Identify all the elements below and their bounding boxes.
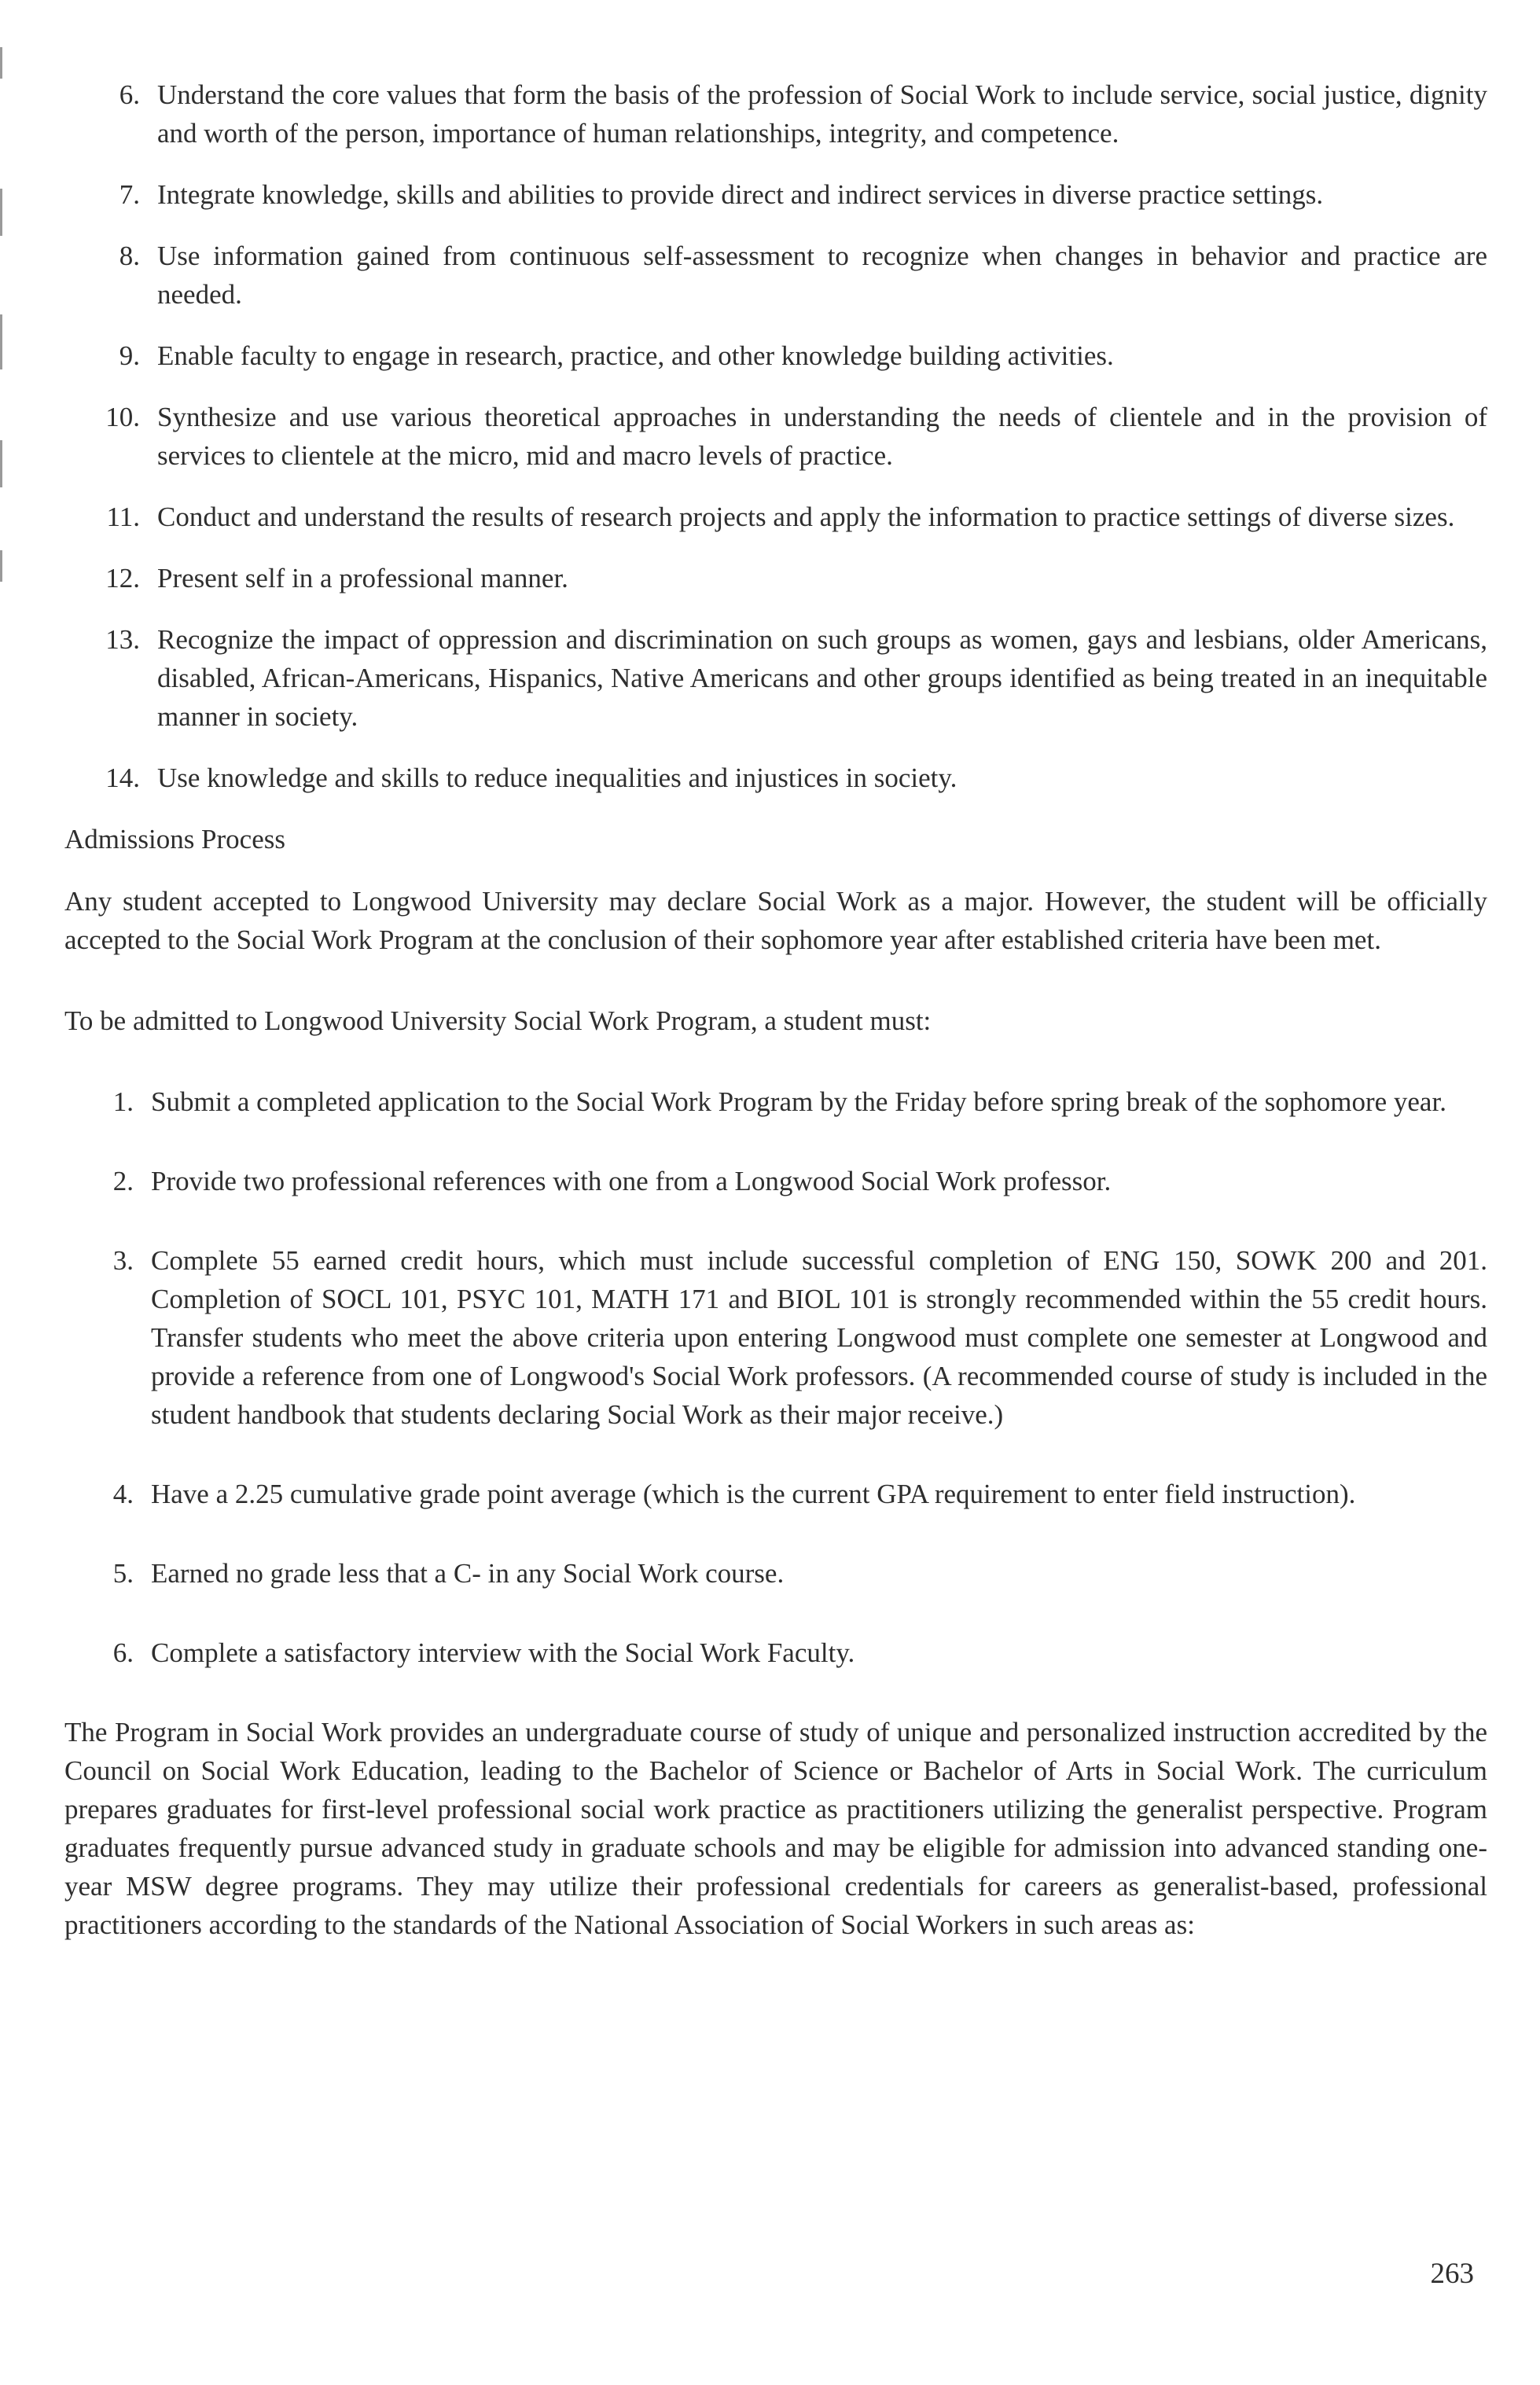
- scan-edge-mark: [0, 47, 2, 79]
- requirement-number: 4.: [112, 1479, 134, 1509]
- goal-item: [64, 237, 1487, 314]
- requirement-text: Complete 55 earned credit hours, which must include successful completion of ENG 150, SOWK 200 and 201. Completion of SOCL 101, PSYC 101, MATH 171 and BIOL 101 is strongly recommended within the 55 credit hours. Transfer students who meet the above criteria upon entering Longwood must complete one semester at Longwood and provide a reference from one of Longwood's Social Work professors. (A recommended course of study is included in the student handbook that students declaring Social Work as their major receive.): [151, 1245, 1487, 1430]
- goal-number: 13.: [105, 624, 140, 655]
- requirement-number: 2.: [112, 1166, 134, 1196]
- goal-item: [64, 336, 1487, 375]
- requirement-number: 3.: [112, 1245, 134, 1276]
- goal-text: Understand the core values that form the basis of the profession of Social Work to include service, social justice, dignity and worth of the person, importance of human relationships, integrity, and competence.: [157, 79, 1487, 149]
- scan-edge-mark: [0, 189, 2, 236]
- scan-edge-mark: [0, 440, 2, 487]
- requirement-number: 5.: [112, 1558, 134, 1589]
- admissions-lead-in: To be admitted to Longwood University Social Work Program, a student must:: [64, 1005, 932, 1036]
- goal-number: 6.: [119, 79, 140, 110]
- scan-edge-mark: [0, 550, 2, 582]
- goal-text: Use information gained from continuous self-assessment to recognize when changes in behavior and practice are needed.: [157, 241, 1487, 310]
- requirement-item: [64, 1475, 1487, 1513]
- requirement-item: [64, 1241, 1487, 1434]
- goal-number: 11.: [106, 502, 140, 532]
- goal-text: Integrate knowledge, skills and abilities to provide direct and indirect services in diverse practice settings.: [157, 179, 1324, 210]
- requirement-item: [64, 1633, 1487, 1672]
- scan-edge-mark: [0, 314, 2, 369]
- requirement-text: Provide two professional references with one from a Longwood Social Work professor.: [151, 1166, 1112, 1196]
- admissions-heading: Admissions Process: [64, 824, 285, 854]
- goal-item: [64, 759, 1487, 797]
- page-number: 263: [1430, 2258, 1474, 2290]
- goal-number: 12.: [105, 563, 140, 593]
- goal-text: Enable faculty to engage in research, practice, and other knowledge building activities.: [157, 340, 1114, 371]
- goal-item: [64, 620, 1487, 736]
- requirement-text: Earned no grade less that a C- in any Social Work course.: [151, 1558, 785, 1589]
- goal-number: 7.: [119, 179, 140, 210]
- goal-item: [64, 75, 1487, 153]
- goal-text: Present self in a professional manner.: [157, 563, 568, 593]
- goal-number: 8.: [119, 241, 140, 271]
- requirement-number: 1.: [112, 1086, 134, 1117]
- requirement-text: Complete a satisfactory interview with the Social Work Faculty.: [151, 1637, 855, 1668]
- goal-text: Use knowledge and skills to reduce inequalities and injustices in society.: [157, 763, 957, 793]
- goal-number: 14.: [105, 763, 140, 793]
- admissions-intro: Any student accepted to Longwood University may declare Social Work as a major. However, the student will be officially accepted to the Social Work Program at the conclusion of their sophomore year after established criteria have been met.: [64, 886, 1487, 955]
- requirement-item: [64, 1082, 1487, 1121]
- goal-text: Conduct and understand the results of research projects and apply the information to practice settings of diverse sizes.: [157, 502, 1455, 532]
- program-goals-list: [64, 75, 1487, 797]
- admission-requirements-list: [64, 1082, 1487, 1672]
- goal-text: Recognize the impact of oppression and discrimination on such groups as women, gays and lesbians, older Americans, disabled, African-Americans, Hispanics, Native Americans and other groups identified as being treated in an inequitable manner in society.: [157, 624, 1487, 732]
- requirement-text: Submit a completed application to the Social Work Program by the Friday before spring break of the sophomore year.: [151, 1086, 1446, 1117]
- goal-item: [64, 498, 1487, 536]
- goal-number: 9.: [119, 340, 140, 371]
- program-description: The Program in Social Work provides an undergraduate course of study of unique and personalized instruction accredited by the Council on Social Work Education, leading to the Bachelor of Science or Bachelor of Arts in Social Work. The curriculum prepares graduates for first-level professional social work practice as practitioners utilizing the generalist perspective. Program graduates frequently pursue advanced study in graduate schools and may be eligible for admission into advanced standing one-year MSW degree programs. They may utilize their professional credentials for careers as generalist-based, professional practitioners according to the standards of the National Association of Social Workers in such areas as:: [64, 1717, 1487, 1940]
- requirement-text: Have a 2.25 cumulative grade point average (which is the current GPA requirement to enter field instruction).: [151, 1479, 1356, 1509]
- document-page: [64, 75, 1487, 1944]
- requirement-number: 6.: [112, 1637, 134, 1668]
- goal-number: 10.: [105, 402, 140, 432]
- goal-item: [64, 398, 1487, 475]
- goal-text: Synthesize and use various theoretical approaches in understanding the needs of clientele and in the provision of services to clientele at the micro, mid and macro levels of practice.: [157, 402, 1487, 471]
- requirement-item: [64, 1162, 1487, 1200]
- goal-item: [64, 559, 1487, 597]
- goal-item: [64, 175, 1487, 214]
- requirement-item: [64, 1554, 1487, 1593]
